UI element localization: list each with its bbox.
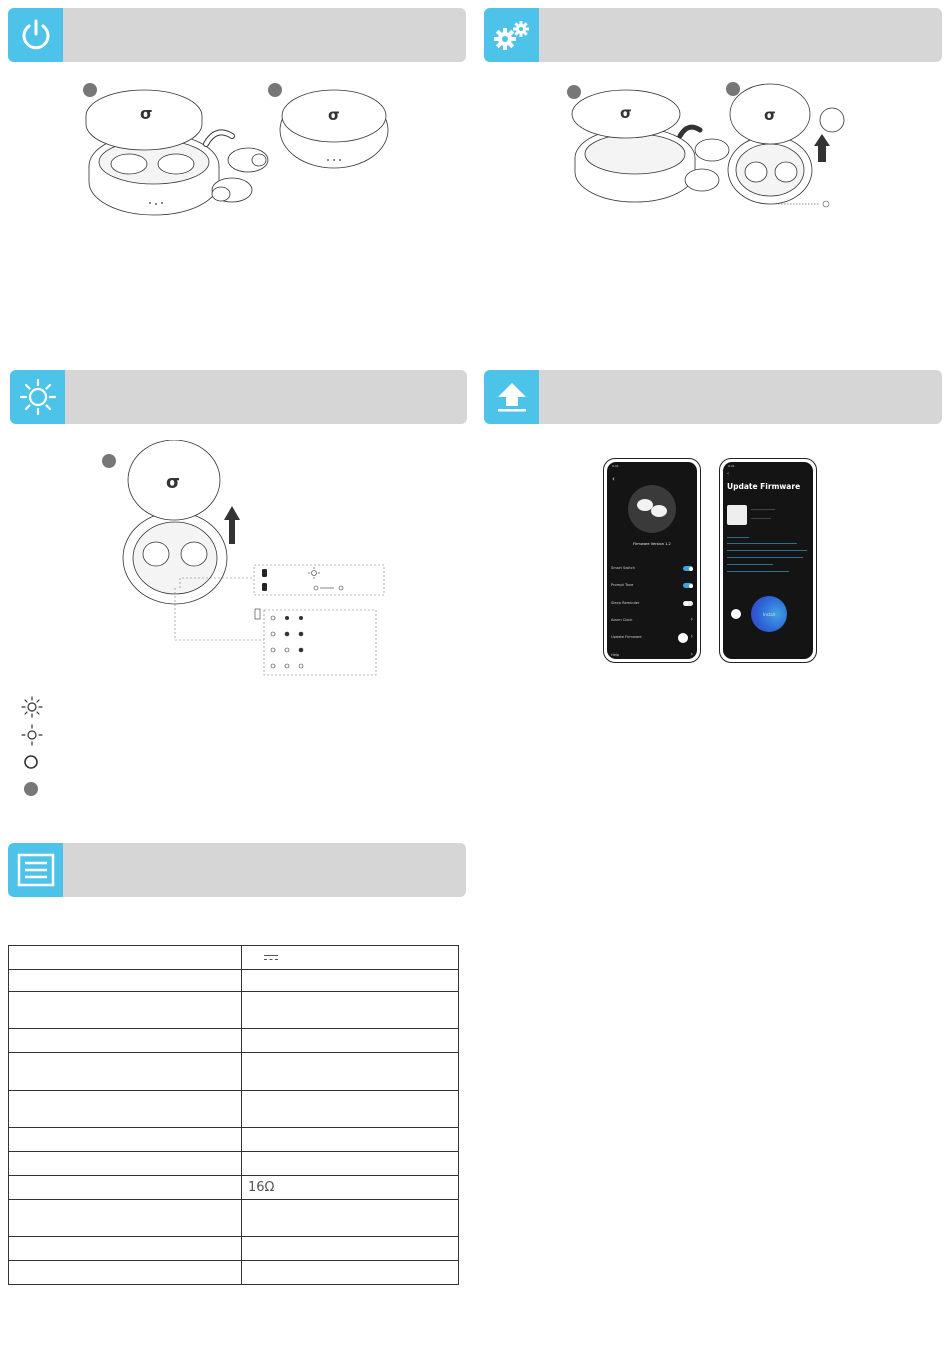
earbuds-image — [628, 485, 676, 533]
pairing-step2-illustration — [722, 82, 852, 212]
table-row — [9, 1053, 459, 1091]
install-button-label: Install — [762, 611, 776, 617]
table-row — [9, 1237, 459, 1261]
case-open-illustration — [84, 86, 274, 216]
settings-row-5[interactable]: Help › — [611, 651, 693, 658]
upload-arrow-icon — [484, 370, 539, 424]
table-row — [9, 970, 459, 992]
dc-power-symbol — [264, 955, 278, 960]
svg-text:σ: σ — [166, 472, 181, 493]
update-firmware-screen: 9:41 ‹ Update Firmware Install — [723, 462, 813, 659]
settings-row-1[interactable]: Prompt Tone — [611, 582, 693, 590]
table-row — [9, 1091, 459, 1128]
led-flashing-icon — [20, 695, 44, 719]
table-row — [9, 1200, 459, 1237]
tap-indicator-dot — [678, 633, 688, 643]
led-off-icon — [20, 750, 44, 774]
section-header-specs — [8, 843, 466, 897]
app-home-screen: 9:41 ‹ Firmware Version 1.2 Smart Switch Prompt Tone Sleep Reminder Alarm Clock › Update Firmware › Help › — [607, 462, 697, 659]
step-number-led — [102, 454, 116, 468]
section-header-settings — [484, 8, 942, 62]
prompt-tone-toggle[interactable] — [683, 583, 693, 588]
gears-icon — [484, 8, 539, 62]
section-header-update — [484, 370, 942, 424]
back-chevron-icon[interactable]: ‹ — [727, 471, 729, 477]
table-row — [9, 992, 459, 1029]
chevron-right-icon: › — [690, 651, 693, 658]
table-row — [9, 1261, 459, 1285]
impedance-value: 16Ω — [242, 1176, 459, 1200]
svg-text:σ: σ — [328, 106, 340, 124]
settings-row-4[interactable]: Update Firmware › — [611, 634, 693, 642]
specifications-table — [8, 945, 459, 1285]
tap-indicator-dot — [731, 609, 741, 619]
table-row — [9, 946, 459, 970]
sleep-reminder-toggle[interactable] — [683, 601, 693, 606]
svg-text:σ: σ — [764, 106, 776, 124]
svg-text:σ: σ — [620, 104, 632, 122]
table-row — [9, 1152, 459, 1176]
update-firmware-title: Update Firmware — [727, 482, 801, 491]
power-icon — [8, 8, 63, 62]
table-row — [9, 1176, 459, 1200]
table-row — [9, 1128, 459, 1152]
settings-row-3[interactable]: Alarm Clock › — [611, 616, 693, 623]
pairing-step1-illustration — [570, 88, 740, 208]
earbuds-thumbnail — [727, 505, 747, 525]
section-header-led — [10, 370, 467, 424]
phone-app-home — [603, 458, 701, 663]
table-row — [9, 1029, 459, 1053]
section-header-power — [8, 8, 466, 62]
svg-text:σ: σ — [140, 104, 153, 123]
led-light-icon — [10, 370, 65, 424]
settings-row-2[interactable]: Sleep Reminder — [611, 600, 693, 608]
chevron-right-icon: › — [690, 616, 693, 623]
phone-update-firmware — [719, 458, 817, 663]
led-slow-flash-icon — [20, 723, 44, 747]
firmware-info-lines — [751, 509, 775, 510]
case-closed-illustration — [276, 86, 396, 176]
install-button[interactable] — [751, 596, 787, 632]
chevron-right-icon: › — [690, 633, 693, 640]
led-case-illustration — [118, 440, 388, 680]
smart-switch-toggle[interactable] — [683, 566, 693, 571]
list-icon — [8, 843, 63, 897]
update-notes-lines — [727, 537, 809, 572]
firmware-version: Firmware Version 1.2 — [633, 542, 671, 546]
back-chevron-icon[interactable]: ‹ — [612, 475, 615, 483]
led-on-icon — [20, 777, 44, 801]
settings-row-0[interactable]: Smart Switch — [611, 565, 693, 573]
